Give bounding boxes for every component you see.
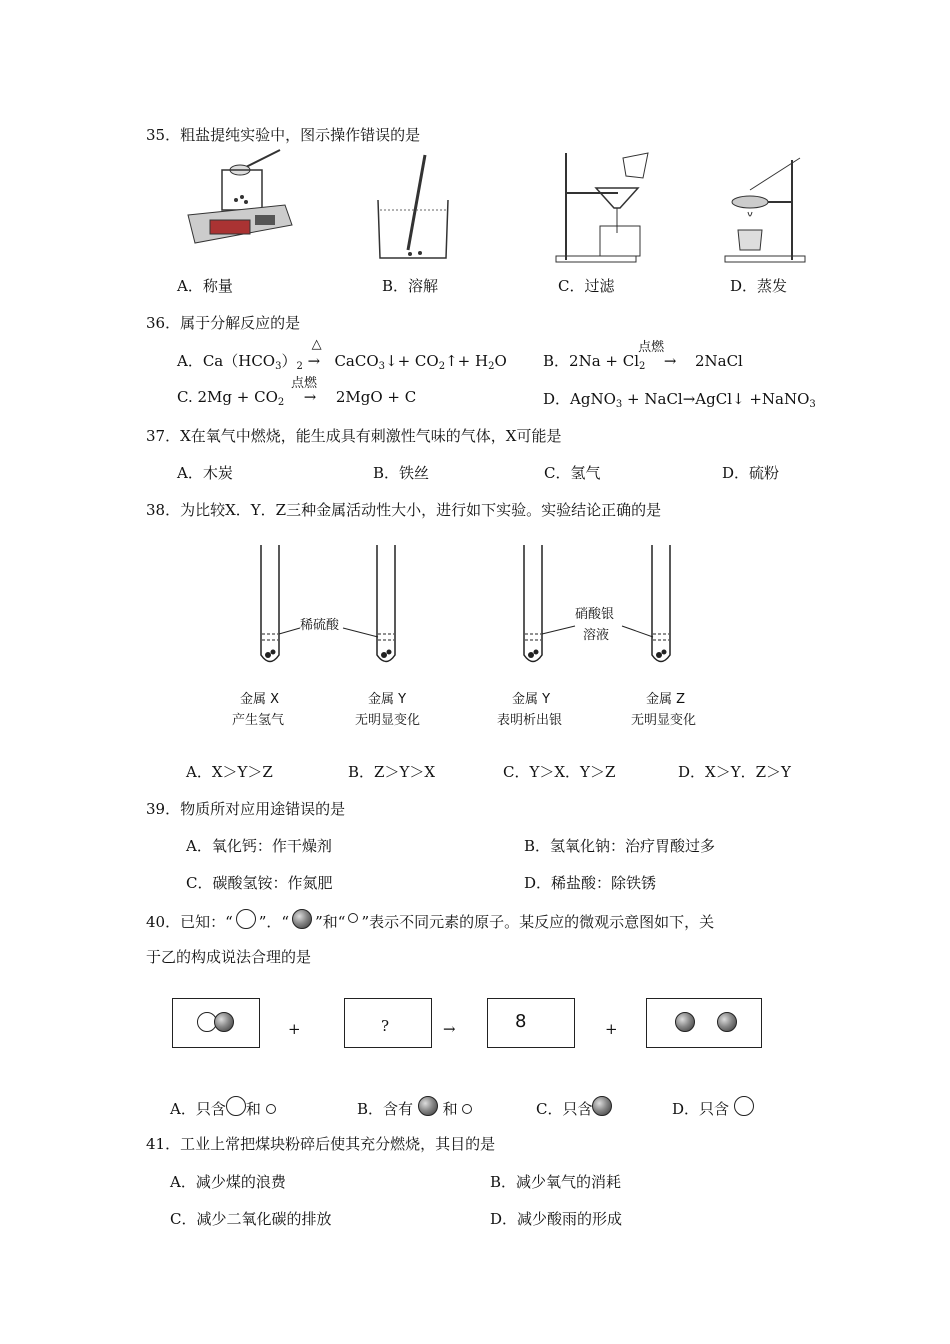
q36-b-condition: 点燃 (638, 340, 665, 355)
label-silver-nitrate: 硝酸银 (575, 607, 615, 622)
q39-option-a[interactable]: A．氧化钙：作干燥剂 (186, 837, 332, 855)
tube1-metal: 金属 X (240, 692, 280, 707)
small-atom-icon (266, 1104, 276, 1114)
q37-option-d[interactable]: D．硫粉 (722, 464, 780, 482)
q35-option-c[interactable]: C．过滤 (558, 277, 615, 295)
q37-option-b[interactable]: B．铁丝 (373, 464, 430, 482)
q36-option-a[interactable]: A．$Ca(HCO_3)_2$ △ → CaCO$_3$↓+ $CO_2↑+ H_2O$ (177, 337, 507, 372)
q38-stem: 38．为比较X．Y．Z三种金属活动性大小，进行如下实验。实验结论正确的是 (146, 501, 662, 519)
q36-c-condition: 点燃 (291, 376, 318, 391)
gray-atom-icon (418, 1096, 438, 1116)
q39-option-d[interactable]: D．稀盐酸：除铁锈 (524, 874, 657, 892)
q39-stem: 39．物质所对应用途错误的是 (146, 800, 346, 818)
white-atom-icon (734, 1096, 754, 1116)
product-box-1 (487, 998, 575, 1048)
q41-option-a[interactable]: A．减少煤的浪费 (170, 1173, 286, 1191)
q36-option-d[interactable]: D．AgNO$_3$ + NaCl→AgCl↓ +NaNO$_3$ (543, 390, 816, 410)
tube4-result: 无明显变化 (631, 713, 697, 728)
gray-atom-icon (675, 1012, 695, 1032)
q38-option-d[interactable]: D．X＞Y．Z＞Y (678, 763, 791, 781)
q40-stem-line1: 40．已知：“ ”．“ ”和“ ”表示不同元素的原子。某反应的微观示意图如下，关 (146, 909, 714, 932)
small-white-atom-icon (348, 913, 358, 923)
plus-sign-1: + (288, 1020, 301, 1038)
q37-stem: 37．X在氧气中燃烧，能生成具有刺激性气味的气体，X可能是 (146, 427, 562, 445)
q38-option-a[interactable]: A．X＞Y＞Z (186, 763, 273, 781)
gray-atom-icon (717, 1012, 737, 1032)
q35-option-b[interactable]: B．溶解 (382, 277, 439, 295)
q40-option-c[interactable]: C．只含 (536, 1096, 612, 1119)
q38-option-c[interactable]: C．Y＞X．Y＞Z (503, 763, 616, 781)
gray-atom-icon (214, 1012, 234, 1032)
product-box-2 (646, 998, 762, 1048)
q37-option-c[interactable]: C．氢气 (544, 464, 601, 482)
small-atom-icon (462, 1104, 472, 1114)
gray-atom-icon (592, 1096, 612, 1116)
tube2-metal: 金属 Y (368, 692, 407, 707)
q36-a-condition: △ (311, 337, 322, 352)
q35-stem: 35．粗盐提纯实验中，图示操作错误的是 (146, 126, 421, 144)
q41-option-d[interactable]: D．减少酸雨的形成 (490, 1210, 623, 1228)
q36-option-b[interactable]: B．$2Na + Cl_2$ 点燃 → 2NaCl (543, 350, 743, 372)
q40-option-d[interactable]: D．只含 (672, 1096, 754, 1119)
tube4-metal: 金属 Z (646, 692, 686, 707)
q36-stem: 36．属于分解反应的是 (146, 314, 301, 332)
q35-option-a[interactable]: A．称量 (177, 277, 233, 295)
q35-option-d[interactable]: D．蒸发 (730, 277, 788, 295)
small-atom-molecule: 8 (515, 1011, 527, 1032)
q40-stem-line2: 于乙的构成说法合理的是 (146, 948, 312, 966)
label-dilute-sulfuric-acid: 稀硫酸 (300, 618, 340, 633)
reactant-box-2 (344, 998, 432, 1048)
unknown-reactant: ? (381, 1017, 390, 1035)
q38-option-b[interactable]: B．Z＞Y＞X (348, 763, 436, 781)
large-white-atom-icon (236, 909, 256, 929)
label-solution: 溶液 (583, 628, 610, 643)
q41-option-c[interactable]: C．减少二氧化碳的排放 (170, 1210, 332, 1228)
q39-option-c[interactable]: C．碳酸氢铵：作氮肥 (186, 874, 333, 892)
q39-option-b[interactable]: B．氢氧化钠：治疗胃酸过多 (524, 837, 716, 855)
reaction-arrow: → (443, 1020, 456, 1038)
q41-option-b[interactable]: B．减少氧气的消耗 (490, 1173, 622, 1191)
reactant-box-1 (172, 998, 260, 1048)
tube3-metal: 金属 Y (512, 692, 551, 707)
white-atom-icon (226, 1096, 246, 1116)
q41-stem: 41．工业上常把煤块粉碎后使其充分燃烧，其目的是 (146, 1135, 496, 1153)
gray-atom-icon (292, 909, 312, 929)
tube2-result: 无明显变化 (355, 713, 421, 728)
tube1-result: 产生氢气 (232, 713, 285, 728)
plus-sign-2: + (605, 1020, 618, 1038)
q40-option-b[interactable]: B．含有 和 (357, 1096, 472, 1119)
tube3-result: 表明析出银 (497, 713, 563, 728)
q37-option-a[interactable]: A．木炭 (177, 464, 233, 482)
q36-option-c[interactable]: C. $2Mg + CO_2$ 点燃 → 2MgO + C (177, 388, 416, 408)
q40-option-a[interactable]: A．只含 和 (170, 1096, 276, 1119)
